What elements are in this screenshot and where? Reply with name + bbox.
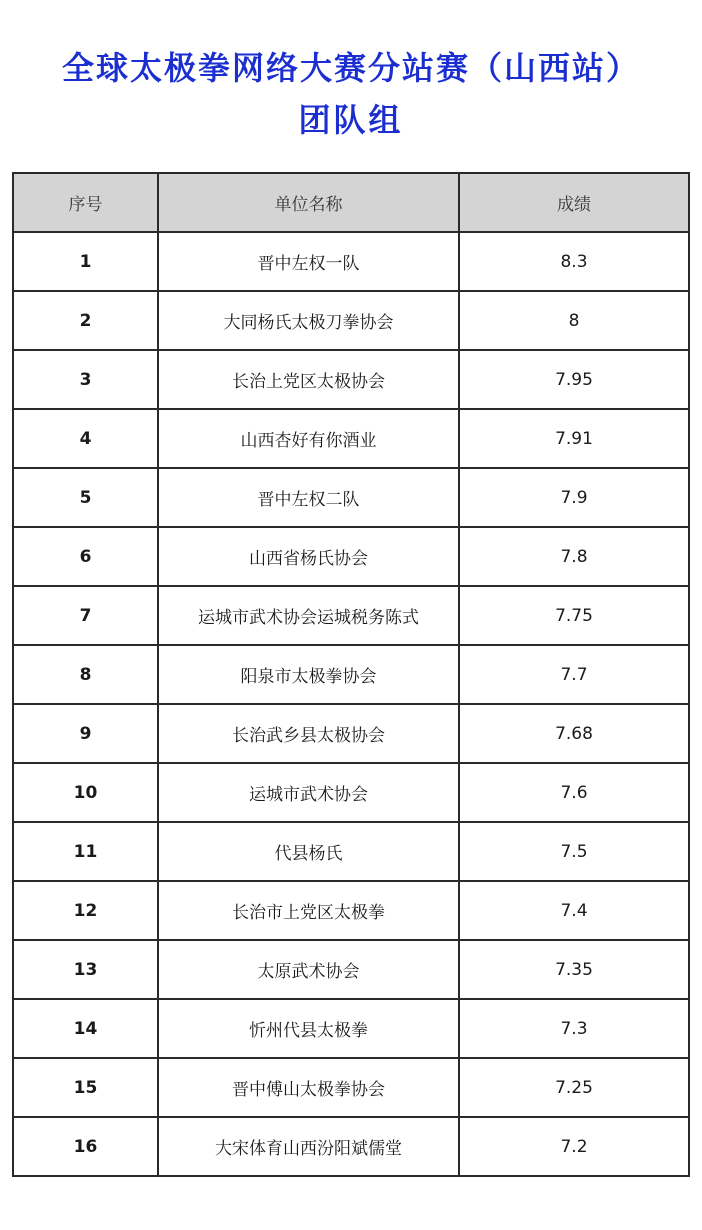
header-rank: 序号 [13,173,158,232]
row-rank: 5 [13,468,158,527]
title-group: 团队组 [298,101,404,139]
row-rank: 12 [13,881,158,940]
row-team: 晋中左权二队 [158,468,459,527]
row-rank: 1 [13,232,158,291]
row-score: 7.9 [459,468,689,527]
row-score: 7.8 [459,527,689,586]
row-rank: 3 [13,350,158,409]
row-score: 7.7 [459,645,689,704]
row-team: 代县杨氏 [158,822,459,881]
table-row [13,999,689,1058]
row-score: 7.2 [459,1117,689,1176]
row-team: 运城市武术协会 [158,763,459,822]
row-rank: 13 [13,940,158,999]
page-title [0,40,702,144]
table-row [13,1117,689,1176]
table-row [13,291,689,350]
header-team: 单位名称 [158,173,459,232]
table-row [13,527,689,586]
row-rank: 8 [13,645,158,704]
table-row [13,409,689,468]
table-row [13,350,689,409]
row-team: 长治市上党区太极拳 [158,881,459,940]
row-rank: 14 [13,999,158,1058]
row-score: 8.3 [459,232,689,291]
table-row [13,586,689,645]
table-row [13,881,689,940]
row-score: 7.5 [459,822,689,881]
row-score: 7.35 [459,940,689,999]
row-score: 7.68 [459,704,689,763]
row-score: 7.4 [459,881,689,940]
row-rank: 15 [13,1058,158,1117]
row-rank: 7 [13,586,158,645]
title-main: 全球太极拳网络大赛分站赛（山西站） [61,49,640,87]
header-score: 成绩 [459,173,689,232]
table-row [13,704,689,763]
row-team: 晋中傅山太极拳协会 [158,1058,459,1117]
row-rank: 4 [13,409,158,468]
row-team: 晋中左权一队 [158,232,459,291]
row-team: 太原武术协会 [158,940,459,999]
table-row [13,940,689,999]
row-score: 7.91 [459,409,689,468]
table-row [13,468,689,527]
row-rank: 2 [13,291,158,350]
row-team: 长治上党区太极协会 [158,350,459,409]
table-row [13,822,689,881]
row-team: 大宋体育山西汾阳斌儒堂 [158,1117,459,1176]
table-row [13,645,689,704]
row-score: 8 [459,291,689,350]
row-rank: 11 [13,822,158,881]
row-rank: 9 [13,704,158,763]
row-team: 长治武乡县太极协会 [158,704,459,763]
row-team: 山西省杨氏协会 [158,527,459,586]
row-rank: 6 [13,527,158,586]
row-score: 7.3 [459,999,689,1058]
row-rank: 16 [13,1117,158,1176]
table-row [13,1058,689,1117]
row-team: 大同杨氏太极刀拳协会 [158,291,459,350]
row-score: 7.25 [459,1058,689,1117]
row-rank: 10 [13,763,158,822]
table-row [13,763,689,822]
results-table [12,172,690,1177]
row-team: 忻州代县太极拳 [158,999,459,1058]
row-team: 运城市武术协会运城税务陈式 [158,586,459,645]
row-score: 7.95 [459,350,689,409]
row-score: 7.6 [459,763,689,822]
row-score: 7.75 [459,586,689,645]
table-header-row [13,173,689,232]
row-team: 山西杏好有你酒业 [158,409,459,468]
table-row [13,232,689,291]
row-team: 阳泉市太极拳协会 [158,645,459,704]
